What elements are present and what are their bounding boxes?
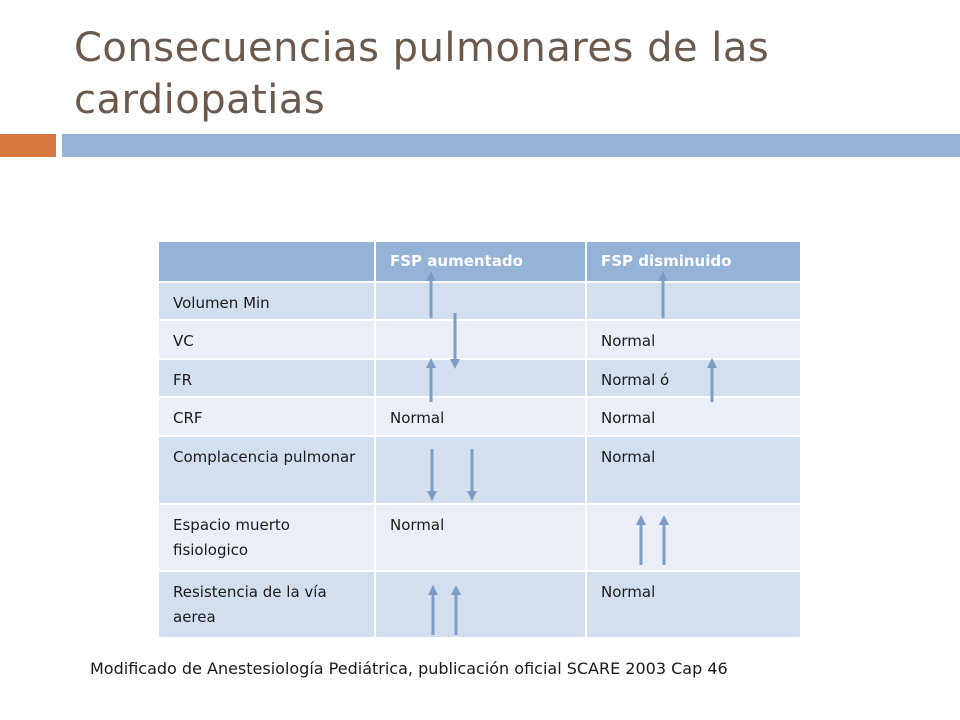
row-label: Resistencia de la vía aerea: [158, 571, 375, 638]
cell-aumentado: [375, 282, 586, 320]
cell-disminuido: [586, 504, 801, 571]
table-row: [158, 397, 801, 436]
table-row: [158, 504, 801, 571]
table-row: [158, 359, 801, 397]
row-label: Complacencia pulmonar: [158, 436, 375, 504]
slide-title: Consecuencias pulmonares de las cardiopatias: [74, 25, 770, 123]
row-label: FR: [158, 359, 375, 397]
cell-aumentado: [375, 320, 586, 359]
cell-disminuido: Normal: [586, 436, 801, 504]
cell-aumentado: [375, 359, 586, 397]
comparison-table: [157, 240, 802, 639]
row-label: CRF: [158, 397, 375, 436]
header-cell-empty: [158, 241, 375, 282]
row-label: Volumen Min: [158, 282, 375, 320]
cell-aumentado: [375, 436, 586, 504]
title-accent-bar-blue: [62, 134, 960, 157]
cell-aumentado: [375, 571, 586, 638]
header-fsp-aumentado: FSP aumentado: [375, 241, 586, 282]
table-row: [158, 282, 801, 320]
cell-disminuido: Normal: [586, 571, 801, 638]
source-footnote: Modificado de Anestesiología Pediátrica, publicación oficial SCARE 2003 Cap 46: [90, 659, 728, 678]
table-row: [158, 320, 801, 359]
title-accent-bar-orange: [0, 134, 56, 157]
table-header-row: [158, 241, 801, 282]
cell-aumentado: Normal: [375, 397, 586, 436]
cell-disminuido: Normal: [586, 397, 801, 436]
row-label: Espacio muerto fisiologico: [158, 504, 375, 571]
cell-disminuido: Normal: [586, 320, 801, 359]
cell-disminuido: [586, 282, 801, 320]
row-label: VC: [158, 320, 375, 359]
table-row: [158, 436, 801, 504]
table-row: [158, 571, 801, 638]
header-fsp-disminuido: FSP disminuido: [586, 241, 801, 282]
cell-aumentado: Normal: [375, 504, 586, 571]
cell-disminuido: Normal ó: [586, 359, 801, 397]
